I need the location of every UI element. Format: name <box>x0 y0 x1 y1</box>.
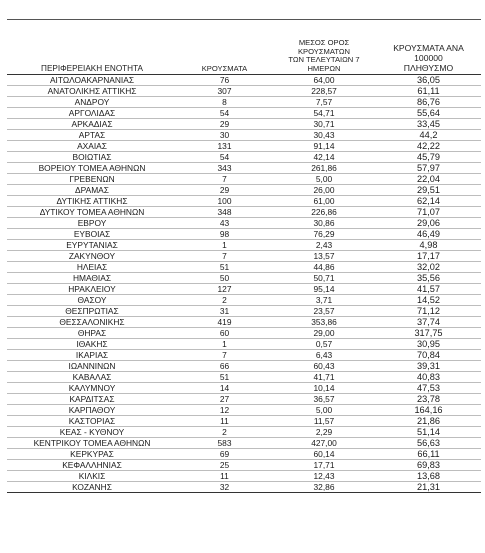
cell-per100k: 22,04 <box>376 174 481 185</box>
table-row <box>7 141 481 152</box>
table-row <box>7 350 481 361</box>
cell-cases: 1 <box>177 240 272 251</box>
top-rule <box>7 19 481 20</box>
cell-per100k: 30,95 <box>376 339 481 350</box>
cell-cases: 98 <box>177 229 272 240</box>
header-avg7 <box>272 39 376 75</box>
cell-cases: 11 <box>177 416 272 427</box>
cell-region: ΚΑΡΔΙΤΣΑΣ <box>7 394 177 405</box>
table-row <box>7 449 481 460</box>
cell-per100k: 70,84 <box>376 350 481 361</box>
table-row <box>7 295 481 306</box>
cell-per100k: 86,76 <box>376 97 481 108</box>
cell-region: ΔΥΤΙΚΗΣ ΑΤΤΙΚΗΣ <box>7 196 177 207</box>
header-avg7-line2: ΤΩΝ ΤΕΛΕΥΤΑΙΩΝ 7 ΗΜΕΡΩΝ <box>288 55 360 73</box>
cell-cases: 27 <box>177 394 272 405</box>
header-per100k <box>376 39 481 75</box>
cell-region: ΔΡΑΜΑΣ <box>7 185 177 196</box>
table-row <box>7 229 481 240</box>
table-row <box>7 394 481 405</box>
table-row <box>7 372 481 383</box>
cell-region: ΘΕΣΣΑΛΟΝΙΚΗΣ <box>7 317 177 328</box>
cell-per100k: 36,05 <box>376 75 481 86</box>
table-row <box>7 174 481 185</box>
cell-avg7: 54,71 <box>272 108 376 119</box>
cell-region: ΚΕΦΑΛΛΗΝΙΑΣ <box>7 460 177 471</box>
cell-cases: 348 <box>177 207 272 218</box>
cell-per100k: 35,56 <box>376 273 481 284</box>
table-row <box>7 152 481 163</box>
cell-cases: 69 <box>177 449 272 460</box>
cell-region: ΕΒΡΟΥ <box>7 218 177 229</box>
cell-per100k: 44,2 <box>376 130 481 141</box>
cell-cases: 30 <box>177 130 272 141</box>
cell-avg7: 50,71 <box>272 273 376 284</box>
table-row <box>7 218 481 229</box>
cell-region: ΚΕΡΚΥΡΑΣ <box>7 449 177 460</box>
cell-per100k: 37,74 <box>376 317 481 328</box>
cell-per100k: 317,75 <box>376 328 481 339</box>
table-row <box>7 427 481 438</box>
cell-per100k: 33,45 <box>376 119 481 130</box>
cell-region: ΖΑΚΥΝΘΟΥ <box>7 251 177 262</box>
cell-region: ΚΟΖΑΝΗΣ <box>7 482 177 493</box>
table-row <box>7 86 481 97</box>
cell-avg7: 2,43 <box>272 240 376 251</box>
table-row <box>7 163 481 174</box>
cell-region: ΚΑΒΑΛΑΣ <box>7 372 177 383</box>
cell-avg7: 42,14 <box>272 152 376 163</box>
cell-avg7: 17,71 <box>272 460 376 471</box>
cell-per100k: 32,02 <box>376 262 481 273</box>
cell-region: ΑΝΑΤΟΛΙΚΗΣ ΑΤΤΙΚΗΣ <box>7 86 177 97</box>
header-cases-label: ΚΡΟΥΣΜΑΤΑ <box>201 63 248 73</box>
table-row <box>7 240 481 251</box>
cell-cases: 2 <box>177 427 272 438</box>
cell-region: ΙΩΑΝΝΙΝΩΝ <box>7 361 177 372</box>
header-region <box>7 39 177 75</box>
cell-per100k: 21,86 <box>376 416 481 427</box>
cell-avg7: 36,57 <box>272 394 376 405</box>
cell-per100k: 51,14 <box>376 427 481 438</box>
header-cases <box>177 39 272 75</box>
cell-avg7: 91,14 <box>272 141 376 152</box>
cell-avg7: 44,86 <box>272 262 376 273</box>
cell-per100k: 13,68 <box>376 471 481 482</box>
cell-cases: 31 <box>177 306 272 317</box>
cell-cases: 60 <box>177 328 272 339</box>
cell-region: ΕΥΒΟΙΑΣ <box>7 229 177 240</box>
cell-avg7: 41,71 <box>272 372 376 383</box>
cell-per100k: 41,57 <box>376 284 481 295</box>
cell-region: ΑΙΤΩΛΟΑΚΑΡΝΑΝΙΑΣ <box>7 75 177 86</box>
table-row <box>7 119 481 130</box>
cell-cases: 343 <box>177 163 272 174</box>
cell-region: ΘΑΣΟΥ <box>7 295 177 306</box>
table-row <box>7 108 481 119</box>
table-row <box>7 75 481 86</box>
table-row <box>7 130 481 141</box>
cell-region: ΚΑΛΥΜΝΟΥ <box>7 383 177 394</box>
table-row <box>7 482 481 493</box>
cell-per100k: 29,06 <box>376 218 481 229</box>
cell-cases: 8 <box>177 97 272 108</box>
cell-avg7: 5,00 <box>272 174 376 185</box>
cell-cases: 7 <box>177 350 272 361</box>
cell-per100k: 62,14 <box>376 196 481 207</box>
cell-avg7: 427,00 <box>272 438 376 449</box>
cell-per100k: 66,11 <box>376 449 481 460</box>
cell-region: ΗΛΕΙΑΣ <box>7 262 177 273</box>
cell-avg7: 11,57 <box>272 416 376 427</box>
cell-cases: 43 <box>177 218 272 229</box>
table-row <box>7 361 481 372</box>
table-header-row <box>7 39 481 75</box>
header-per100k-line2: ΠΛΗΘΥΣΜΟ <box>403 63 454 73</box>
cell-region: ΚΙΛΚΙΣ <box>7 471 177 482</box>
cell-cases: 11 <box>177 471 272 482</box>
cell-avg7: 30,86 <box>272 218 376 229</box>
cell-region: ΑΡΤΑΣ <box>7 130 177 141</box>
cell-per100k: 14,52 <box>376 295 481 306</box>
table-row <box>7 383 481 394</box>
table-row <box>7 339 481 350</box>
cell-cases: 131 <box>177 141 272 152</box>
table-row <box>7 460 481 471</box>
cell-region: ΚΑΣΤΟΡΙΑΣ <box>7 416 177 427</box>
cell-avg7: 60,14 <box>272 449 376 460</box>
cell-cases: 29 <box>177 185 272 196</box>
cell-avg7: 7,57 <box>272 97 376 108</box>
cell-per100k: 4,98 <box>376 240 481 251</box>
cell-region: ΚΕΝΤΡΙΚΟΥ ΤΟΜΕΑ ΑΘΗΝΩΝ <box>7 438 177 449</box>
cell-avg7: 2,29 <box>272 427 376 438</box>
cell-region: ΗΡΑΚΛΕΙΟΥ <box>7 284 177 295</box>
cell-avg7: 10,14 <box>272 383 376 394</box>
cell-region: ΚΑΡΠΑΘΟΥ <box>7 405 177 416</box>
cell-cases: 100 <box>177 196 272 207</box>
cell-per100k: 55,64 <box>376 108 481 119</box>
cell-per100k: 39,31 <box>376 361 481 372</box>
table-row <box>7 317 481 328</box>
cell-cases: 307 <box>177 86 272 97</box>
cell-cases: 50 <box>177 273 272 284</box>
table-row <box>7 251 481 262</box>
cell-per100k: 47,53 <box>376 383 481 394</box>
cell-avg7: 29,00 <box>272 328 376 339</box>
cell-per100k: 56,63 <box>376 438 481 449</box>
cell-cases: 12 <box>177 405 272 416</box>
table-row <box>7 416 481 427</box>
cell-per100k: 57,97 <box>376 163 481 174</box>
table-row <box>7 328 481 339</box>
cell-avg7: 23,57 <box>272 306 376 317</box>
cell-region: ΑΡΚΑΔΙΑΣ <box>7 119 177 130</box>
cell-avg7: 60,43 <box>272 361 376 372</box>
cell-cases: 32 <box>177 482 272 493</box>
cell-cases: 2 <box>177 295 272 306</box>
table-row <box>7 438 481 449</box>
cell-avg7: 61,00 <box>272 196 376 207</box>
cell-region: ΒΟΙΩΤΙΑΣ <box>7 152 177 163</box>
cell-per100k: 23,78 <box>376 394 481 405</box>
cell-per100k: 46,49 <box>376 229 481 240</box>
cell-cases: 54 <box>177 108 272 119</box>
cell-per100k: 45,79 <box>376 152 481 163</box>
cell-cases: 51 <box>177 372 272 383</box>
header-avg7-line1: ΜΕΣΟΣ ΟΡΟΣ ΚΡΟΥΣΜΑΤΩΝ <box>297 38 351 56</box>
cell-avg7: 5,00 <box>272 405 376 416</box>
cell-cases: 76 <box>177 75 272 86</box>
cell-region: ΑΡΓΟΛΙΔΑΣ <box>7 108 177 119</box>
cell-cases: 14 <box>177 383 272 394</box>
table-body <box>7 75 481 493</box>
cell-avg7: 353,86 <box>272 317 376 328</box>
cell-region: ΙΚΑΡΙΑΣ <box>7 350 177 361</box>
cell-per100k: 42,22 <box>376 141 481 152</box>
cell-avg7: 64,00 <box>272 75 376 86</box>
table-row <box>7 306 481 317</box>
cell-cases: 25 <box>177 460 272 471</box>
cell-avg7: 76,29 <box>272 229 376 240</box>
cell-cases: 54 <box>177 152 272 163</box>
cell-avg7: 12,43 <box>272 471 376 482</box>
table-row <box>7 284 481 295</box>
cell-avg7: 30,71 <box>272 119 376 130</box>
cell-avg7: 0,57 <box>272 339 376 350</box>
cell-avg7: 32,86 <box>272 482 376 493</box>
cell-avg7: 26,00 <box>272 185 376 196</box>
cell-per100k: 69,83 <box>376 460 481 471</box>
cell-region: ΕΥΡΥΤΑΝΙΑΣ <box>7 240 177 251</box>
cell-per100k: 71,12 <box>376 306 481 317</box>
header-per100k-line1: ΚΡΟΥΣΜΑΤΑ ΑΝΑ 100000 <box>393 43 464 63</box>
cell-region: ΗΜΑΘΙΑΣ <box>7 273 177 284</box>
cell-region: ΘΗΡΑΣ <box>7 328 177 339</box>
cell-avg7: 228,57 <box>272 86 376 97</box>
cell-cases: 51 <box>177 262 272 273</box>
cell-region: ΑΝΔΡΟΥ <box>7 97 177 108</box>
cell-per100k: 29,51 <box>376 185 481 196</box>
cases-table-container <box>7 39 481 493</box>
cell-region: ΙΘΑΚΗΣ <box>7 339 177 350</box>
table-row <box>7 405 481 416</box>
cell-region: ΑΧΑΙΑΣ <box>7 141 177 152</box>
cell-avg7: 30,43 <box>272 130 376 141</box>
cell-region: ΘΕΣΠΡΩΤΙΑΣ <box>7 306 177 317</box>
cell-per100k: 61,11 <box>376 86 481 97</box>
table-row <box>7 262 481 273</box>
cell-avg7: 13,57 <box>272 251 376 262</box>
cell-cases: 7 <box>177 251 272 262</box>
cell-per100k: 71,07 <box>376 207 481 218</box>
cell-cases: 29 <box>177 119 272 130</box>
table-row <box>7 196 481 207</box>
cell-cases: 127 <box>177 284 272 295</box>
cell-region: ΒΟΡΕΙΟΥ ΤΟΜΕΑ ΑΘΗΝΩΝ <box>7 163 177 174</box>
cell-avg7: 226,86 <box>272 207 376 218</box>
table-row <box>7 97 481 108</box>
cell-per100k: 17,17 <box>376 251 481 262</box>
cell-region: ΓΡΕΒΕΝΩΝ <box>7 174 177 185</box>
cell-cases: 1 <box>177 339 272 350</box>
cell-cases: 7 <box>177 174 272 185</box>
cell-avg7: 3,71 <box>272 295 376 306</box>
table-row <box>7 471 481 482</box>
table-row <box>7 273 481 284</box>
cell-region: ΔΥΤΙΚΟΥ ΤΟΜΕΑ ΑΘΗΝΩΝ <box>7 207 177 218</box>
cell-cases: 66 <box>177 361 272 372</box>
cell-avg7: 95,14 <box>272 284 376 295</box>
cell-cases: 419 <box>177 317 272 328</box>
cell-per100k: 40,83 <box>376 372 481 383</box>
cell-region: ΚΕΑΣ - ΚΥΘΝΟΥ <box>7 427 177 438</box>
cell-cases: 583 <box>177 438 272 449</box>
cell-per100k: 21,31 <box>376 482 481 493</box>
table-row <box>7 207 481 218</box>
cell-per100k: 164,16 <box>376 405 481 416</box>
cell-avg7: 261,86 <box>272 163 376 174</box>
header-region-label: ΠΕΡΙΦΕΡΕΙΑΚΗ ΕΝΟΤΗΤΑ <box>41 64 143 73</box>
cell-avg7: 6,43 <box>272 350 376 361</box>
table-row <box>7 185 481 196</box>
cases-table <box>7 39 481 493</box>
